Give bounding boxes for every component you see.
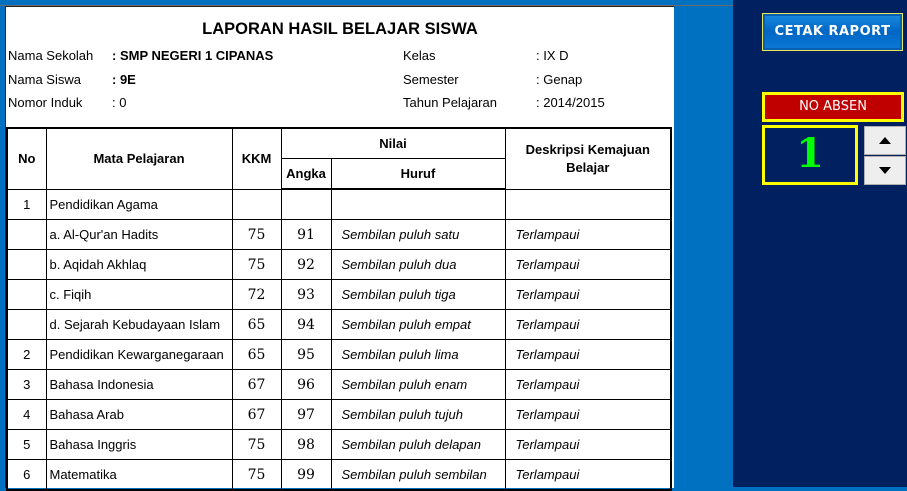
absen-label: NO ABSEN bbox=[762, 92, 904, 122]
table-row bbox=[7, 280, 671, 310]
cell-angka bbox=[281, 189, 331, 220]
cell-kkm: 75 bbox=[232, 430, 281, 460]
absen-number-display: 1 bbox=[762, 125, 858, 185]
table-row bbox=[7, 310, 671, 340]
cell-deskripsi: Terlampaui bbox=[505, 400, 671, 430]
cell-no: 1 bbox=[7, 189, 46, 220]
cell-huruf: Sembilan puluh satu bbox=[331, 220, 505, 250]
info-value-year: : 2014/2015 bbox=[536, 95, 605, 110]
cell-deskripsi: Terlampaui bbox=[505, 340, 671, 370]
cell-huruf: Sembilan puluh delapan bbox=[331, 430, 505, 460]
cell-no bbox=[7, 250, 46, 280]
cell-deskripsi: Terlampaui bbox=[505, 280, 671, 310]
cell-angka: 98 bbox=[281, 430, 331, 460]
cell-deskripsi: Terlampaui bbox=[505, 310, 671, 340]
cell-kkm: 65 bbox=[232, 340, 281, 370]
info-value-nis: : 0 bbox=[112, 95, 127, 110]
cell-huruf: Sembilan puluh tujuh bbox=[331, 400, 505, 430]
cell-subject: b. Aqidah Akhlaq bbox=[46, 250, 232, 280]
header-kkm: KKM bbox=[232, 128, 281, 189]
cell-no: 6 bbox=[7, 460, 46, 491]
info-value-student: : 9E bbox=[112, 72, 136, 87]
cell-kkm: 75 bbox=[232, 250, 281, 280]
header-huruf: Huruf bbox=[331, 159, 505, 190]
header-angka: Angka bbox=[281, 159, 331, 190]
spin-up-button[interactable] bbox=[864, 126, 906, 155]
cell-kkm: 72 bbox=[232, 280, 281, 310]
cell-no: 4 bbox=[7, 400, 46, 430]
cell-subject: d. Sejarah Kebudayaan Islam bbox=[46, 310, 232, 340]
header-no: No bbox=[7, 128, 46, 189]
report-title: LAPORAN HASIL BELAJAR SISWA bbox=[202, 20, 478, 38]
cell-angka: 91 bbox=[281, 220, 331, 250]
cell-angka: 99 bbox=[281, 460, 331, 491]
cell-huruf: Sembilan puluh sembilan bbox=[331, 460, 505, 491]
cell-angka: 92 bbox=[281, 250, 331, 280]
cell-angka: 96 bbox=[281, 370, 331, 400]
cell-huruf: Sembilan puluh dua bbox=[331, 250, 505, 280]
info-label-semester: Semester bbox=[403, 72, 459, 87]
cell-no: 3 bbox=[7, 370, 46, 400]
table-row bbox=[7, 430, 671, 460]
info-label-class: Kelas bbox=[403, 48, 436, 63]
absen-spinner[interactable] bbox=[864, 126, 906, 186]
cell-huruf: Sembilan puluh lima bbox=[331, 340, 505, 370]
spin-down-button[interactable] bbox=[864, 156, 906, 185]
info-value-class: : IX D bbox=[536, 48, 569, 63]
triangle-down-icon bbox=[879, 167, 891, 174]
cell-kkm: 65 bbox=[232, 310, 281, 340]
cell-angka: 95 bbox=[281, 340, 331, 370]
info-label-year: Tahun Pelajaran bbox=[403, 95, 497, 110]
cell-deskripsi: Terlampaui bbox=[505, 220, 671, 250]
cell-deskripsi: Terlampaui bbox=[505, 250, 671, 280]
cell-subject: Pendidikan Agama bbox=[46, 189, 232, 220]
cell-no bbox=[7, 280, 46, 310]
cell-kkm: 67 bbox=[232, 370, 281, 400]
cell-no: 5 bbox=[7, 430, 46, 460]
cell-angka: 94 bbox=[281, 310, 331, 340]
cell-huruf: Sembilan puluh enam bbox=[331, 370, 505, 400]
info-label-student: Nama Siswa bbox=[8, 72, 81, 87]
info-value-semester: : Genap bbox=[536, 72, 583, 87]
table-row bbox=[7, 340, 671, 370]
control-panel bbox=[733, 0, 907, 487]
cell-no bbox=[7, 220, 46, 250]
info-value-school: : SMP NEGERI 1 CIPANAS bbox=[112, 48, 274, 63]
table-row bbox=[7, 460, 671, 491]
cell-kkm: 67 bbox=[232, 400, 281, 430]
grades-table bbox=[6, 127, 672, 491]
table-row bbox=[7, 189, 671, 220]
cell-huruf: Sembilan puluh tiga bbox=[331, 280, 505, 310]
header-nilai: Nilai bbox=[281, 128, 505, 159]
triangle-up-icon bbox=[879, 137, 891, 144]
cell-deskripsi: Terlampaui bbox=[505, 370, 671, 400]
cell-kkm bbox=[232, 189, 281, 220]
cell-no bbox=[7, 310, 46, 340]
table-row bbox=[7, 220, 671, 250]
cell-no: 2 bbox=[7, 340, 46, 370]
cell-angka: 97 bbox=[281, 400, 331, 430]
cell-subject: Pendidikan Kewarganegaraan bbox=[46, 340, 232, 370]
cell-subject: a. Al-Qur'an Hadits bbox=[46, 220, 232, 250]
info-label-nis: Nomor Induk bbox=[8, 95, 83, 110]
header-deskripsi: Deskripsi Kemajuan Belajar bbox=[505, 128, 671, 189]
cell-subject: c. Fiqih bbox=[46, 280, 232, 310]
cell-kkm: 75 bbox=[232, 460, 281, 491]
cell-subject: Bahasa Indonesia bbox=[46, 370, 232, 400]
cell-huruf bbox=[331, 189, 505, 220]
cell-huruf: Sembilan puluh empat bbox=[331, 310, 505, 340]
info-label-school: Nama Sekolah bbox=[8, 48, 94, 63]
table-row bbox=[7, 370, 671, 400]
cell-deskripsi: Terlampaui bbox=[505, 430, 671, 460]
cell-deskripsi: Terlampaui bbox=[505, 460, 671, 491]
cell-subject: Bahasa Arab bbox=[46, 400, 232, 430]
cell-angka: 93 bbox=[281, 280, 331, 310]
header-subject: Mata Pelajaran bbox=[46, 128, 232, 189]
cell-deskripsi bbox=[505, 189, 671, 220]
report-sheet bbox=[5, 6, 674, 488]
cell-kkm: 75 bbox=[232, 220, 281, 250]
table-row bbox=[7, 250, 671, 280]
table-row bbox=[7, 400, 671, 430]
cell-subject: Matematika bbox=[46, 460, 232, 491]
cell-subject: Bahasa Inggris bbox=[46, 430, 232, 460]
print-report-button[interactable]: CETAK RAPORT bbox=[762, 13, 903, 51]
